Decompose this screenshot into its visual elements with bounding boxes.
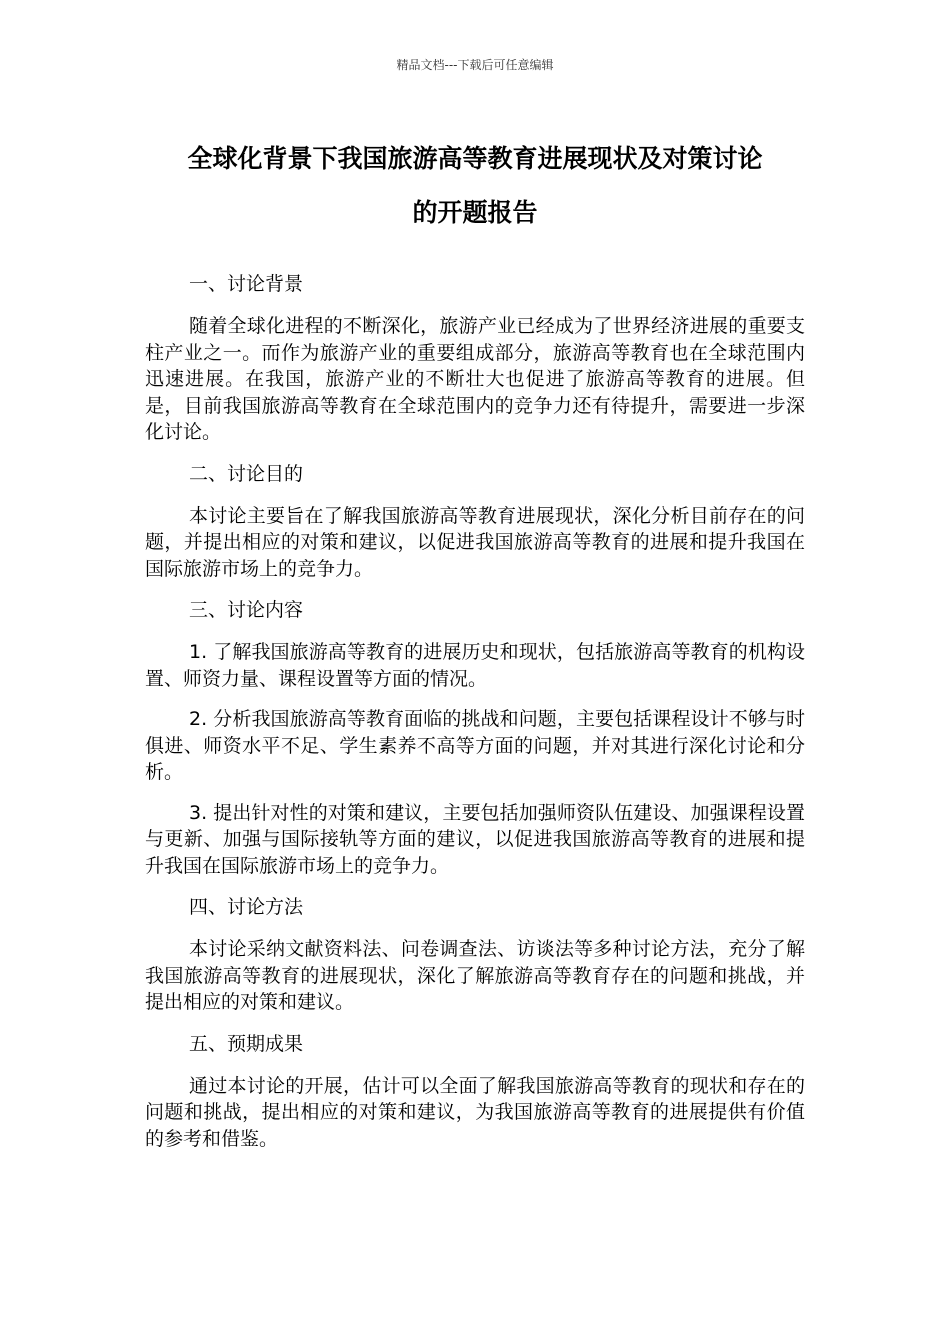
- section-heading-method: 四、讨论方法: [189, 896, 304, 918]
- section-paragraph: 随着全球化进程的不断深化，旅游产业已经成为了世界经济进展的重要支柱产业之一。而作为旅游产业的重要组成部分，旅游高等教育也在全球范围内迅速进展。在我国，旅游产业的不断壮大也促进了旅游高等教育的进展。但是，目前我国旅游高等教育在全球范围内的竞争力还有待提升，需要进一步深化讨论。: [145, 315, 805, 443]
- section-heading-purpose: 二、讨论目的: [189, 462, 304, 485]
- section-list-item: 3. 提出针对性的对策和建议，主要包括加强师资队伍建设、加强课程设置与更新、加强与国际接轨等方面的建议，以促进我国旅游高等教育的进展和提升我国在国际旅游市场上的竞争力。: [145, 801, 805, 877]
- document-title-line-2: 的开题报告: [412, 198, 538, 227]
- section-paragraph: 本讨论主要旨在了解我国旅游高等教育进展现状，深化分析目前存在的问题，并提出相应的对策和建议，以促进我国旅游高等教育的进展和提升我国在国际旅游市场上的竞争力。: [145, 504, 805, 580]
- section-paragraph: 通过本讨论的开展，估计可以全面了解我国旅游高等教育的现状和存在的问题和挑战，提出相应的对策和建议，为我国旅游高等教育的进展提供有价值的参考和借鉴。: [145, 1074, 805, 1150]
- document-title: [120, 132, 830, 240]
- section-heading-background: 一、讨论背景: [189, 273, 304, 295]
- document-title-line-1: 全球化背景下我国旅游高等教育进展现状及对策讨论: [187, 144, 763, 173]
- page-header-note: 精品文档---下载后可任意编辑: [396, 58, 554, 72]
- section-heading-expected-results: 五、预期成果: [189, 1032, 304, 1055]
- section-paragraph: 本讨论采纳文献资料法、问卷调查法、访谈法等多种讨论方法，充分了解我国旅游高等教育的进展现状，深化了解旅游高等教育存在的问题和挑战，并提出相应的对策和建议。: [145, 938, 805, 1013]
- document-body: [145, 270, 805, 1166]
- section-list-item: 2. 分析我国旅游高等教育面临的挑战和问题，主要包括课程设计不够与时俱进、师资水平不足、学生素养不高等方面的问题，并对其进行深化讨论和分析。: [145, 708, 805, 783]
- section-list-item: 1. 了解我国旅游高等教育的进展历史和现状，包括旅游高等教育的机构设置、师资力量、课程设置等方面的情况。: [145, 641, 805, 690]
- section-heading-content: 三、讨论内容: [189, 599, 304, 621]
